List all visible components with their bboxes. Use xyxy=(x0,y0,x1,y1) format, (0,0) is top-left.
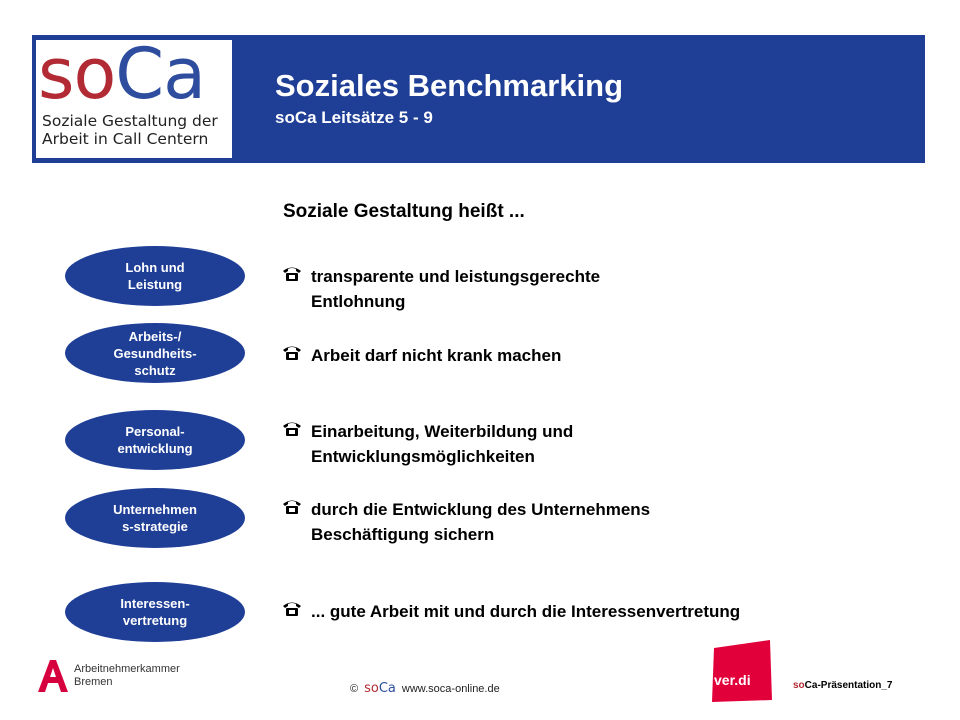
topic-oval-lohn: Lohn und Leistung xyxy=(65,246,245,306)
slide-number: soCa-Präsentation_7 xyxy=(793,680,893,691)
verdi-logo-text: ver.di xyxy=(714,672,751,688)
page-title: Soziales Benchmarking xyxy=(275,68,624,103)
telephone-icon xyxy=(281,344,303,362)
topic-oval-unternehmensstrategie: Unternehmen s-strategie xyxy=(65,488,245,548)
logo-wordmark: soCa xyxy=(38,33,206,115)
topic-oval-personalentwicklung: Personal- entwicklung xyxy=(65,410,245,470)
topic-oval-interessenvertretung: Interessen- vertretung xyxy=(65,582,245,642)
page-subtitle: soCa Leitsätze 5 - 9 xyxy=(275,108,433,127)
verdi-logo xyxy=(710,640,774,702)
telephone-icon xyxy=(281,600,303,618)
copyright-line: © soCa www.soca-online.de xyxy=(350,681,500,696)
arbeitnehmerkammer-logo: Arbeitnehmerkammer Bremen xyxy=(36,656,206,708)
telephone-icon xyxy=(281,498,303,516)
logo-tagline: Soziale Gestaltung der Arbeit in Call Centern xyxy=(42,112,218,148)
website-link[interactable]: www.soca-online.de xyxy=(401,682,500,695)
ak-a-icon xyxy=(36,658,70,694)
topic-oval-arbeitsschutz: Arbeits-/ Gesundheits- schutz xyxy=(65,323,245,383)
soca-logo xyxy=(36,33,232,158)
telephone-icon xyxy=(281,420,303,438)
telephone-icon xyxy=(281,265,303,283)
section-heading: Soziale Gestaltung heißt ... xyxy=(283,201,525,222)
soca-mini-logo: soCa xyxy=(364,681,396,696)
